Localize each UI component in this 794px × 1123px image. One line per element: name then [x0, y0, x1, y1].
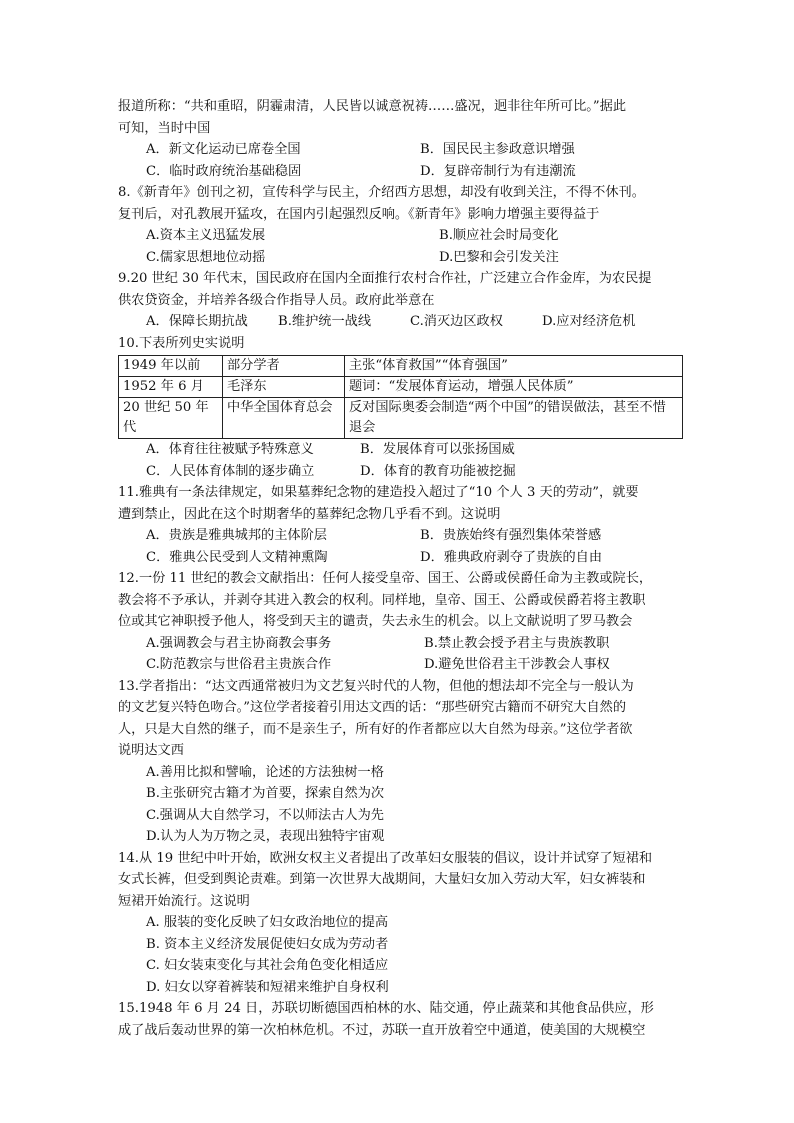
table-row	[119, 356, 683, 377]
question-8-option-b[interactable]: B.顺应社会时局变化	[439, 228, 559, 243]
question-10-option-d[interactable]: D．体育的教育功能被挖掘	[360, 463, 516, 479]
question-7	[118, 96, 684, 182]
question-14	[118, 848, 684, 999]
question-8-option-a[interactable]: A.资本主义迅猛发展	[146, 228, 266, 243]
question-9-stem-line-1: 9.20 世纪 30 年代末，国民政府在国内全面推行农村合作社，广泛建立合作金库，为农民提	[118, 271, 652, 286]
question-7-stem-line-2: 可知，当时中国	[118, 120, 211, 136]
question-12-stem-line-3: 位或其它神职授予他人，将受到天主的谴责，失去永生的机会。以上文献说明了罗马教会	[118, 614, 633, 629]
question-8-option-c[interactable]: C.儒家思想地位动摇	[146, 249, 266, 265]
question-13-stem-line-2: 的文艺复兴特色吻合。”这位学者接着引用达文西的话：“那些研究古籍而不研究大自然的	[118, 700, 627, 715]
question-7-option-c[interactable]: C．临时政府统治基础稳固	[146, 163, 302, 179]
question-12-stem-line-2: 教会将不予承认，并剥夺其进入教会的权利。同样地，皇帝、国王、公爵或侯爵若将主教职	[118, 592, 646, 608]
question-10	[118, 333, 684, 483]
question-13-stem-line-3: 人，只是大自然的继子，而不是亲生子，所有好的作者都应以大自然为母亲。”这位学者欲	[118, 721, 633, 737]
table-cell: 主张“体育救国”“体育强国”	[345, 356, 683, 377]
question-11-stem-line-1: 11.雅典有一条法律规定，如果墓葬纪念物的建造投入超过了“10 个人 3 天的劳动”，就要	[118, 485, 639, 500]
question-11-stem-line-2: 遭到禁止，因此在这个时期奢华的墓葬纪念物几乎看不到。这说明	[118, 506, 501, 522]
question-10-option-c[interactable]: C．人民体育体制的逐步确立	[146, 463, 315, 479]
question-7-option-a[interactable]: A．新文化运动已席卷全国	[146, 142, 301, 157]
question-13-option-a[interactable]: A.善用比拟和譬喻，论述的方法独树一格	[146, 764, 384, 780]
question-14-option-b[interactable]: B. 资本主义经济发展促使妇女成为劳动者	[146, 936, 389, 952]
question-13-option-c[interactable]: C.强调从大自然学习，不以师法古人为先	[146, 807, 384, 823]
question-9-option-b[interactable]: B.维护统一战线	[278, 314, 372, 329]
question-14-option-d[interactable]: D. 妇女以穿着裤装和短裙来维护自身权利	[146, 979, 389, 995]
question-14-option-c[interactable]: C. 妇女装束变化与其社会角色变化相适应	[146, 958, 389, 973]
question-12-option-a[interactable]: A.强调教会与君主协商教会事务	[146, 635, 332, 651]
question-14-stem-line-3: 短裙开始流行。这说明	[118, 893, 250, 909]
question-12-option-d[interactable]: D.避免世俗君主干涉教会人事权	[424, 657, 610, 672]
question-13-stem-line-1: 13.学者指出：“达文西通常被归为文艺复兴时代的人物，但他的想法却不完全与一般认为	[118, 678, 634, 694]
question-13-option-b[interactable]: B.主张研究古籍才为首要，探索自然为次	[146, 786, 385, 801]
table-cell: 毛泽东	[223, 377, 345, 398]
question-10-option-b[interactable]: B．发展体育可以张扬国威	[360, 442, 515, 457]
question-8-option-d[interactable]: D.巴黎和会引发关注	[439, 249, 559, 265]
question-11-option-d[interactable]: D．雅典政府剥夺了贵族的自由	[420, 549, 603, 565]
question-12-option-c[interactable]: C.防范教宗与世俗君主贵族合作	[146, 657, 332, 672]
question-11	[118, 482, 684, 568]
table-row	[119, 377, 683, 398]
table-cell: 中华全国体育总会	[223, 398, 345, 439]
question-9-stem-line-2: 供农贷资金，并培养各级合作指导人员。政府此举意在	[118, 292, 435, 308]
table-row	[119, 398, 683, 439]
question-12-stem-line-1: 12.一份 11 世纪的教会文献指出：任何人接受皇帝、国王、公爵或侯爵任命为主教或院长，	[118, 571, 653, 586]
question-9-option-a[interactable]: A．保障长期抗战	[146, 314, 248, 329]
question-15-stem-line-1: 15.1948 年 6 月 24 日，苏联切断德国西柏林的水、陆交通，停止蔬菜和其他食品供应，形	[118, 1001, 654, 1016]
table-cell: 反对国际奥委会制造“两个中国”的错误做法，甚至不惜退会	[345, 398, 683, 439]
question-8-stem-line-1: 8.《新青年》创刊之初，宣传科学与民主，介绍西方思想，却没有收到关注，不得不休刊。	[118, 185, 645, 200]
question-11-option-a[interactable]: A．贵族是雅典城邦的主体阶层	[146, 528, 327, 543]
question-10-option-a[interactable]: A．体育往往被赋予特殊意义	[146, 442, 314, 457]
question-8	[118, 182, 684, 268]
question-9	[118, 268, 684, 333]
question-14-stem-line-1: 14.从 19 世纪中叶开始，欧洲女权主义者提出了改革妇女服装的倡议，设计并试穿了短裙和	[118, 850, 653, 866]
question-8-stem-line-2: 复刊后，对孔教展开猛攻，在国内引起强烈反响。《新青年》影响力增强主要得益于	[118, 206, 600, 222]
question-7-option-d[interactable]: D．复辟帝制行为有违潮流	[420, 163, 576, 179]
question-12-option-b[interactable]: B.禁止教会授予君主与贵族教职	[424, 635, 610, 651]
question-14-option-a[interactable]: A. 服装的变化反映了妇女政治地位的提高	[146, 915, 389, 930]
table-cell: 1949 年以前	[119, 356, 223, 377]
exam-content	[118, 96, 684, 1041]
question-13-stem-line-4: 说明达文西	[118, 743, 184, 758]
table-cell: 部分学者	[223, 356, 345, 377]
question-9-option-d[interactable]: D.应对经济危机	[542, 314, 636, 329]
table-cell: 题词：“发展体育运动，增强人民体质”	[345, 377, 683, 398]
question-11-option-b[interactable]: B．贵族始终有强烈集体荣誉感	[420, 528, 602, 543]
table-cell: 1952 年 6 月	[119, 377, 223, 398]
question-10-table	[118, 355, 683, 439]
question-9-option-c[interactable]: C.消灭边区政权	[410, 314, 503, 329]
question-10-stem: 10.下表所列史实说明	[118, 335, 245, 351]
question-14-stem-line-2: 女式长裤，但受到舆论责难。到第一次世界大战期间，大量妇女加入劳动大军，妇女裤装和	[118, 872, 646, 887]
question-13-option-d[interactable]: D.认为人为万物之灵，表现出独特宇宙观	[146, 829, 385, 844]
question-12	[118, 568, 684, 676]
question-7-stem-line-1: 报道所称：“共和重昭，阴霾肃清，人民皆以诚意祝祷……盛况，迥非往年所可比。”据此	[118, 99, 627, 114]
question-7-option-b[interactable]: B．国民民主参政意识增强	[420, 142, 575, 157]
question-11-option-c[interactable]: C．雅典公民受到人文精神熏陶	[146, 549, 328, 565]
question-13	[118, 676, 684, 848]
question-15-stem-line-2: 成了战后轰动世界的第一次柏林危机。不过，苏联一直开放着空中通道，使美国的大规模空	[118, 1022, 646, 1038]
question-15	[118, 998, 684, 1041]
table-cell: 20 世纪 50 年代	[119, 398, 223, 439]
